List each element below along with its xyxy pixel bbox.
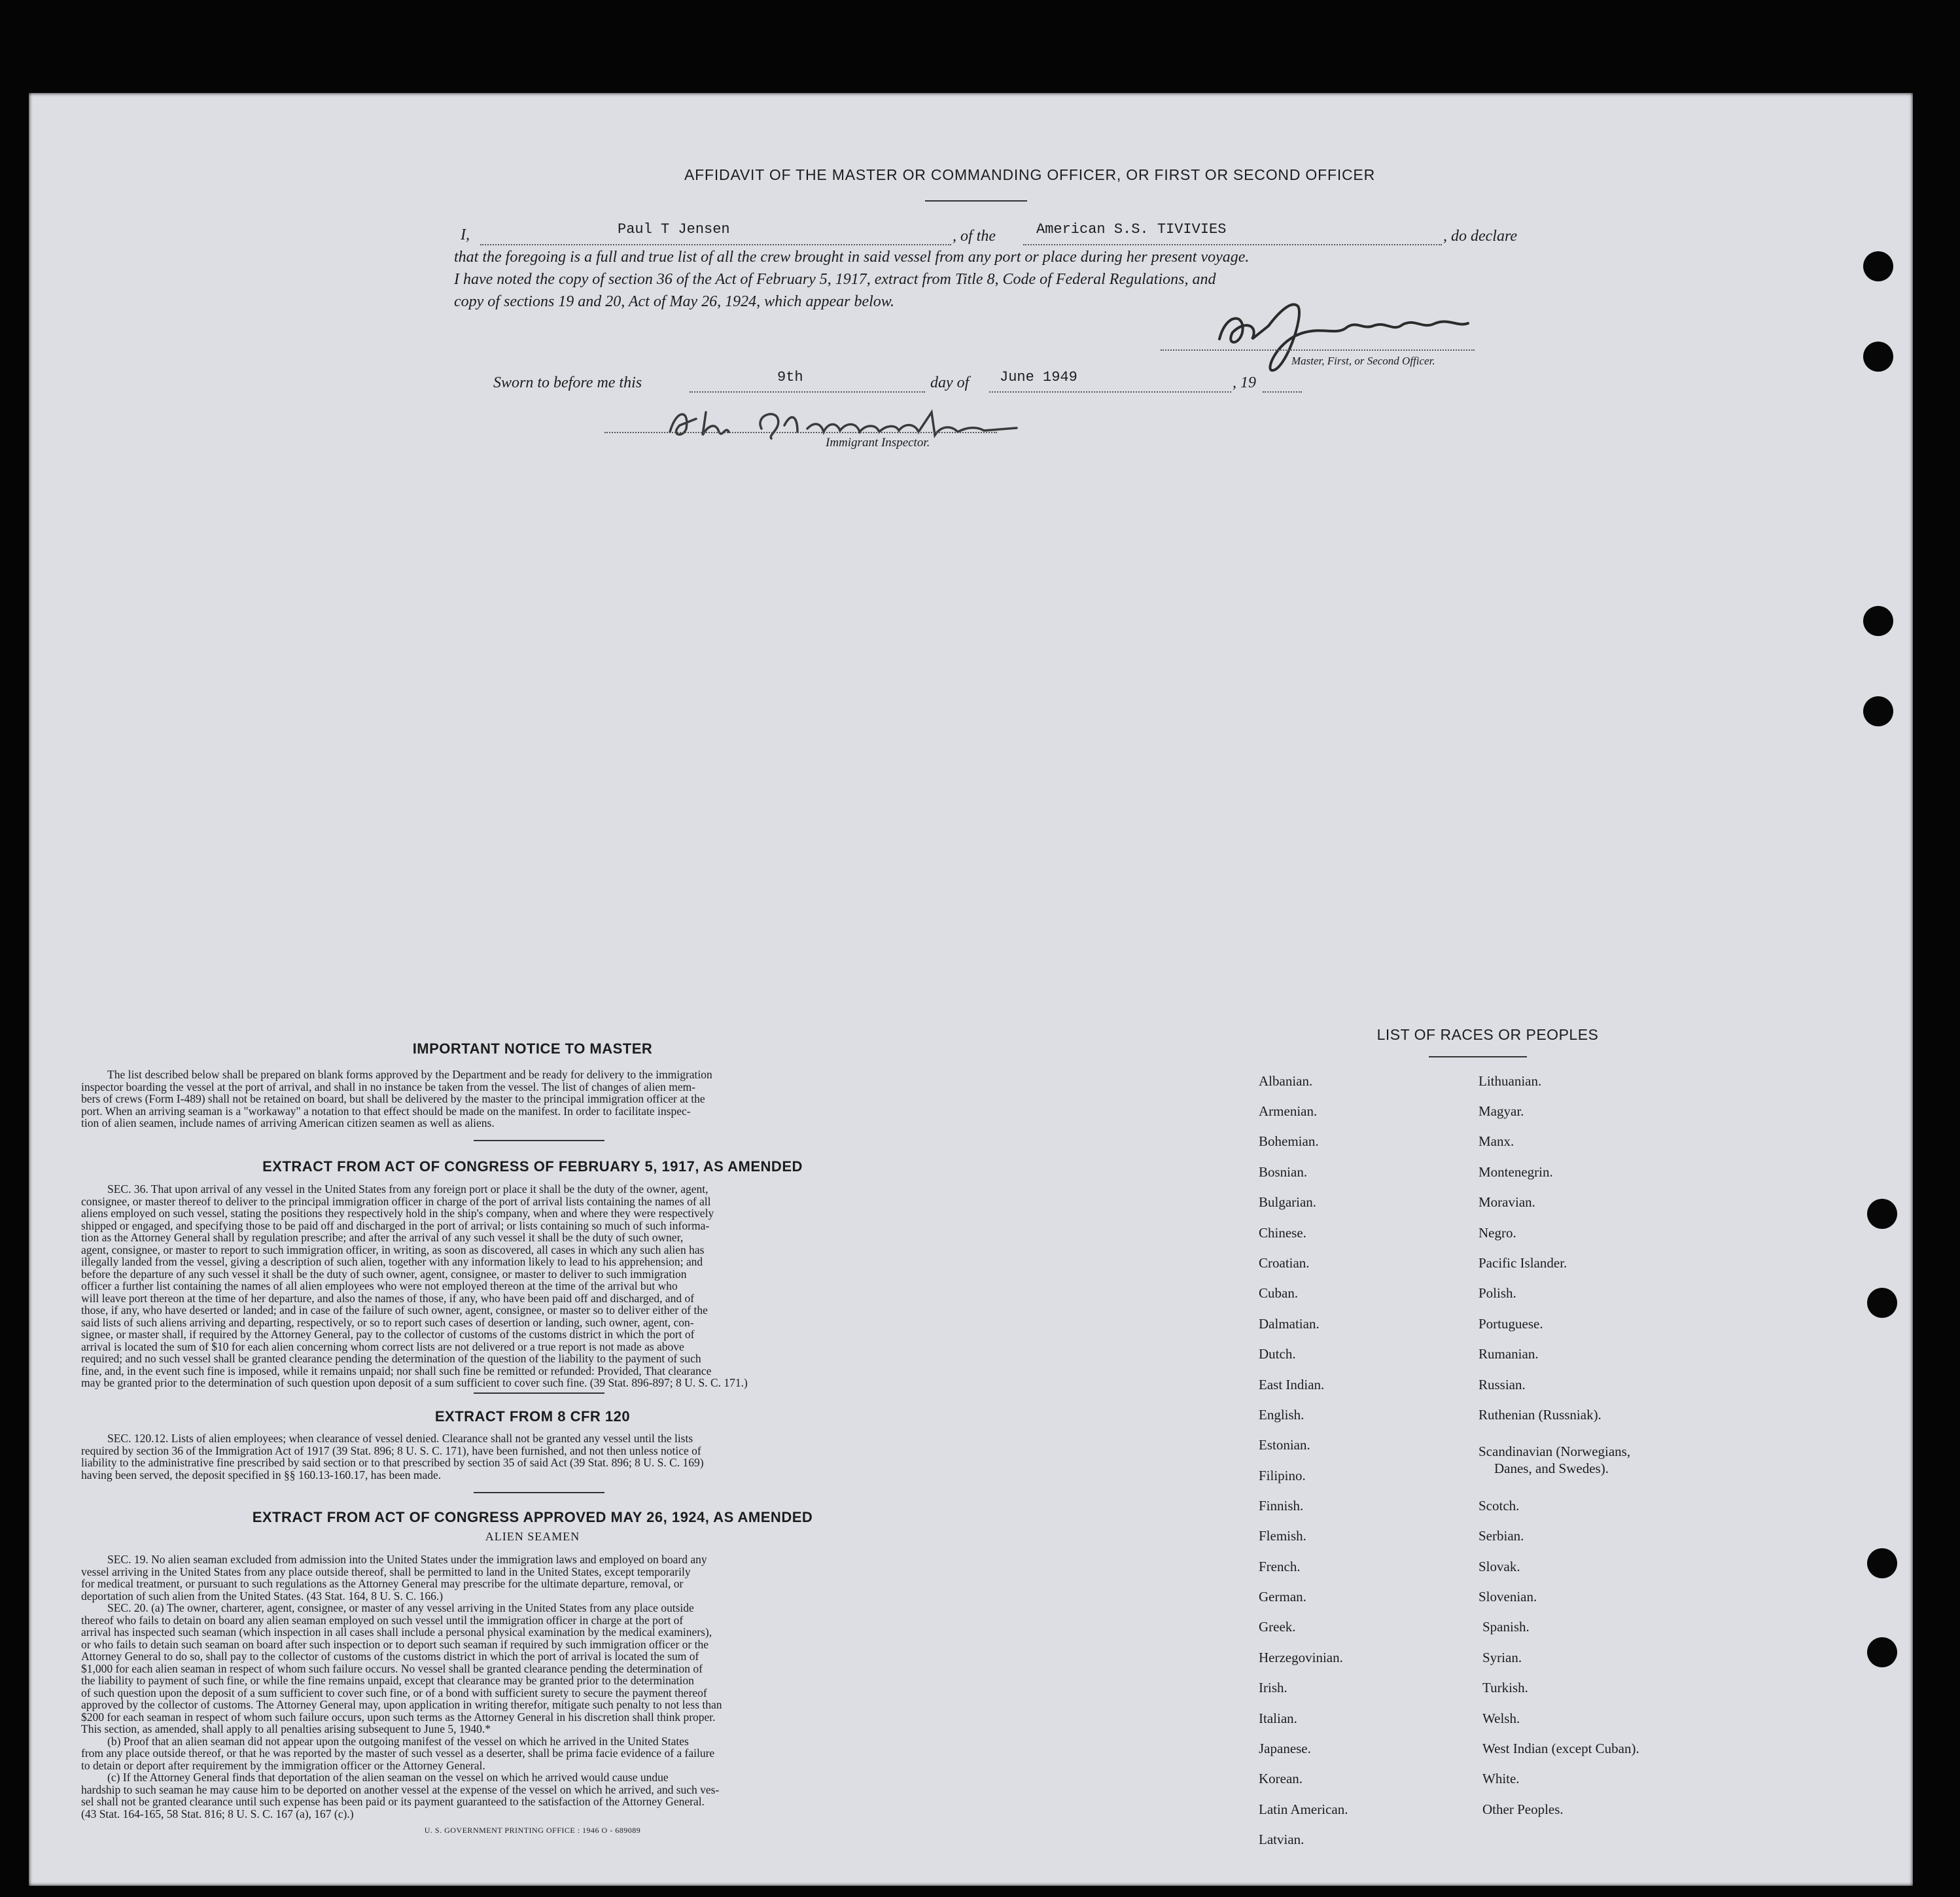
race-item: Herzegovinian.: [1259, 1650, 1343, 1665]
extract-cfr-line: SEC. 120.12. Lists of alien employees; when clearance of vessel denied. Clearance shall not be granted any vessel until the lists: [107, 1432, 693, 1445]
extract-cfr-line: required by section 36 of the Immigration Act of 1917 (39 Stat. 896; 8 U. S. C. 171), have been furnished, and not then unless notice of: [81, 1444, 701, 1457]
extract-1917-line: before the departure of any such vessel it shall be the duty of such owner, agent, consignee, or master to deliver to such immigration: [81, 1267, 687, 1281]
extract-1917-line: will leave port thereon at the time of her departure, and also the names of those, if any, who have been paid off and discharged, and of: [81, 1291, 695, 1305]
sworn-day-field[interactable]: 9th: [777, 369, 803, 385]
sworn-label: Sworn to before me this: [493, 374, 642, 391]
affidavit-i-label: I,: [461, 226, 470, 243]
year-label: , 19: [1233, 374, 1256, 391]
extract-1924-line: $1,000 for each alien seaman in respect of whom such failure occurs. No vessel shall be granted clearance pending the determination of: [81, 1661, 703, 1675]
race-item: German.: [1259, 1589, 1306, 1604]
divider-rule: [474, 1140, 604, 1141]
race-item: Montenegrin.: [1479, 1164, 1553, 1180]
affidavit-title-rule: [925, 200, 1027, 202]
extract-1924-line: deportation of such alien from the United States. (43 Stat. 164, 8 U. S. C. 166.): [81, 1589, 444, 1603]
punch-hole: [1863, 696, 1893, 726]
extract-1924-line: for medical treatment, or pursuant to such regulations as the Attorney General may prescribe for the ultimate departure, removal, or: [81, 1577, 684, 1590]
race-item: Magyar.: [1479, 1103, 1524, 1119]
sworn-month-line: [989, 391, 1231, 393]
race-item: Italian.: [1259, 1711, 1297, 1726]
extract-1917-line: officer a further list containing the names of all alien employees who were not employed thereon at the time of the arrival but who: [81, 1279, 678, 1292]
extract-1917-line: consignee, or master thereof to deliver to the principal immigration officer in charge of the port of arrival lists containing the names of all: [81, 1194, 711, 1208]
inspector-signature-line: [604, 432, 997, 433]
race-item: Other Peoples.: [1482, 1801, 1564, 1817]
extract-cfr-body: [81, 1432, 984, 1481]
extract-1917-line: SEC. 36. That upon arrival of any vessel in the United States from any foreign port or place it shall be the duty of the owner, agent,: [107, 1182, 709, 1196]
extract-1917-line: required; and no such vessel shall be granted clearance pending the determination of the question of the liability to the payment of such: [81, 1352, 701, 1365]
race-item: Bosnian.: [1259, 1164, 1308, 1180]
notice-line: The list described below shall be prepared on blank forms approved by the Department and be ready for delivery to the immigration: [107, 1068, 712, 1081]
master-name-field[interactable]: Paul T Jensen: [618, 221, 730, 238]
vessel-name-field[interactable]: American S.S. TIVIVIES: [1036, 221, 1227, 238]
race-item: West Indian (except Cuban).: [1482, 1741, 1639, 1756]
race-item: Irish.: [1259, 1680, 1287, 1695]
races-title-rule: [1429, 1056, 1527, 1057]
punch-hole: [1863, 342, 1893, 372]
extract-1924-line: SEC. 19. No alien seaman excluded from admission into the United States under the immigration laws and employed on board any: [107, 1553, 707, 1566]
extract-cfr-line: liability to the administrative fine prescribed by said section or to that prescribed by section 35 of said Act (39 Stat. 896; 8 U. S. C. 169): [81, 1456, 704, 1469]
inspector-caption: Immigrant Inspector.: [826, 436, 930, 450]
extract-1917-line: shipped or engaged, and specifying those to be paid off and discharged in the port of arrival; or lists containing so much of such informa-: [81, 1218, 710, 1232]
sworn-month-field[interactable]: June 1949: [1000, 369, 1077, 385]
race-item: Russian.: [1479, 1377, 1526, 1392]
document-page: [29, 93, 1913, 1886]
extract-1917-line: signee, or master shall, if required by the Attorney General, pay to the collector of customs of the customs district in which the port of: [81, 1328, 695, 1341]
extract-1917-line: agent, consignee, or master to report to such immigration officer, in writing, as soon as discovered, all cases in which any such alien has: [81, 1243, 705, 1256]
race-item: Pacific Islander.: [1479, 1255, 1567, 1271]
race-item: Polish.: [1479, 1285, 1516, 1301]
affidavit-body-line-2: I have noted the copy of section 36 of the Act of February 5, 1917, extract from Title 8, Code of Federal Regulations, and: [454, 271, 1216, 288]
race-item: Rumanian.: [1479, 1346, 1539, 1362]
affidavit-body-line-1: that the foregoing is a full and true list of all the crew brought in said vessel from any port or place during her present voyage.: [454, 249, 1250, 266]
race-item: Manx.: [1479, 1133, 1514, 1149]
extract-1917-line: tion as the Attorney General shall by regulation prescribe; and after the arrival of any such vessel it shall be the duty of such owner,: [81, 1231, 684, 1244]
master-signature-line: [1161, 349, 1475, 351]
punch-hole: [1867, 1548, 1897, 1578]
notice-body: [81, 1069, 984, 1129]
race-item: Portuguese.: [1479, 1316, 1543, 1332]
extract-1924-line: (b) Proof that an alien seaman did not appear upon the outgoing manifest of the vessel on which he arrived in the United States: [107, 1734, 689, 1748]
extract-1924-line: This section, as amended, shall apply to all penalties arising subsequent to June 5, 1940.*: [81, 1722, 491, 1735]
extract-1924-line: (c) If the Attorney General finds that deportation of the alien seaman on the vessel on which he arrived would cause undue: [107, 1771, 669, 1784]
punch-hole: [1867, 1637, 1897, 1667]
race-item: Bulgarian.: [1259, 1194, 1317, 1210]
race-item: Latvian.: [1259, 1832, 1304, 1847]
race-item: Greek.: [1259, 1619, 1296, 1635]
extract-1917-title: EXTRACT FROM ACT OF CONGRESS OF FEBRUARY 5, 1917, AS AMENDED: [262, 1158, 803, 1175]
extract-1917-line: illegally landed from the vessel, giving a description of such alien, together with any information likely to lead to his apprehension; and: [81, 1255, 703, 1268]
race-item: Filipino.: [1259, 1468, 1306, 1483]
race-item: Negro.: [1479, 1225, 1516, 1241]
punch-hole: [1867, 1199, 1897, 1229]
divider-rule: [474, 1392, 604, 1394]
race-item: Korean.: [1259, 1771, 1303, 1786]
race-item: Dutch.: [1259, 1346, 1296, 1362]
race-item: Slovenian.: [1479, 1589, 1537, 1604]
race-item: Welsh.: [1482, 1711, 1520, 1726]
extract-1924-line: SEC. 20. (a) The owner, charterer, agent, consignee, or master of any vessel arriving in the United States from any place outside: [107, 1601, 694, 1614]
race-item: Bohemian.: [1259, 1133, 1319, 1149]
race-item: Ruthenian (Russniak).: [1479, 1407, 1601, 1423]
extract-1924-line: or who fails to detain such seaman on board after such inspection or to deport such seaman if required by such immigration officer or the: [81, 1637, 709, 1651]
notice-line: port. When an arriving seaman is a "workaway" a notation to that effect should be made on the manifest. In order to facilitate inspec-: [81, 1104, 691, 1118]
race-item: Lithuanian.: [1479, 1073, 1542, 1089]
extract-1924-line: the liability to payment of such fine, or while the fine remains unpaid, except that clearance may be granted prior to the determination: [81, 1674, 694, 1687]
extract-1924-line: approved by the collector of customs. The Attorney General may, upon application in writing therefor, mitigate such penalty to not less than: [81, 1698, 722, 1711]
punch-hole: [1863, 606, 1893, 636]
extract-1924-line: thereof who fails to detain on board any alien seaman employed on such vessel until the immigration officer in charge at the port of: [81, 1613, 684, 1627]
extract-1924-line: from any place outside thereof, or that he was reported by the master of such vessel as a deserter, shall be prima facie evidence of a failure: [81, 1746, 715, 1760]
extract-1917-line: those, if any, who have deserted or landed; and in case of the failure of such owner, agent, consignee, or master so to deliver either of the: [81, 1303, 708, 1317]
race-item: Scotch.: [1479, 1498, 1520, 1514]
extract-1917-line: said lists of such aliens arriving and departing, respectively, or so to report such cases of desertion or landing, such owner, agent, con-: [81, 1315, 694, 1329]
affidavit-title: AFFIDAVIT OF THE MASTER OR COMMANDING OFFICER, OR FIRST OR SECOND OFFICER: [684, 166, 1375, 183]
race-item: Scandinavian (Norwegians,: [1479, 1444, 1631, 1459]
race-item: Japanese.: [1259, 1741, 1311, 1756]
do-declare-label: , do declare: [1443, 228, 1518, 245]
punch-hole: [1867, 1288, 1897, 1318]
name-line: [480, 244, 951, 245]
extract-1917-line: may be granted prior to the determination of such question upon deposit of a sum sufficient to cover such fine. (39 Stat. 896-897; 8 U. S. C. 171.): [81, 1376, 748, 1389]
race-item: French.: [1259, 1559, 1301, 1574]
extract-1924-line: arrival has inspected such seaman (which inspection in all cases shall include a personal physical examination by the medical examiners),: [81, 1625, 712, 1639]
punch-hole: [1863, 251, 1893, 281]
extract-1917-line: aliens employed on such vessel, stating the positions they respectively hold in the ship's company, when and where they were respectively: [81, 1207, 714, 1220]
extract-1924-line: sel shall not be granted clearance until such expense has been paid or its payment guaranteed to the satisfaction of the Attorney General.: [81, 1795, 705, 1808]
race-item: Slovak.: [1479, 1559, 1520, 1574]
race-item: Albanian.: [1259, 1073, 1313, 1089]
extract-1924-line: $200 for each seaman in respect of whom such failure occurs, upon such terms as the Attorney General in his discretion shall think proper.: [81, 1710, 716, 1724]
master-caption: Master, First, or Second Officer.: [1291, 355, 1435, 367]
races-title: LIST OF RACES OR PEOPLES: [1376, 1026, 1599, 1043]
extract-1924-body: [81, 1553, 984, 1820]
extract-1924-line: of such question upon the deposit of a sum sufficient to cover such fine, or of a bond with sufficient surety to secure the payment thereof: [81, 1686, 707, 1699]
notice-line: bers of crews (Form I-489) shall not be retained on board, but shall be delivered by the master to the principal immigration officer at the: [81, 1092, 705, 1105]
extract-1924-line: to detain or deport after requirement by the immigration officer or the Attorney General.: [81, 1758, 485, 1772]
of-the-label: , of the: [953, 228, 996, 245]
race-item: Flemish.: [1259, 1528, 1306, 1544]
divider-rule: [474, 1492, 604, 1493]
race-item: Armenian.: [1259, 1103, 1318, 1119]
race-item: Turkish.: [1482, 1680, 1528, 1695]
race-item: White.: [1482, 1771, 1520, 1786]
race-item: Serbian.: [1479, 1528, 1524, 1544]
extract-1917-line: arrival is located the sum of $10 for each alien concerning whom correct lists are not delivered or a true report is not made as above: [81, 1339, 684, 1353]
race-item: Moravian.: [1479, 1194, 1535, 1210]
race-item: Dalmatian.: [1259, 1316, 1320, 1332]
race-item: Estonian.: [1259, 1437, 1310, 1453]
race-item: Danes, and Swedes).: [1494, 1461, 1609, 1476]
race-item: Finnish.: [1259, 1498, 1304, 1514]
race-item: Cuban.: [1259, 1285, 1299, 1301]
extract-1917-line: fine, and, in the event such fine is imposed, while it remains unpaid; nor shall such fine be remitted or refunded: Provided, That clearance: [81, 1364, 712, 1377]
notice-line: inspector boarding the vessel at the port of arrival, and shall in no instance be taken from the vessel. The list of changes of alien mem-: [81, 1080, 696, 1093]
race-item: Chinese.: [1259, 1225, 1306, 1241]
sworn-day-line: [690, 391, 925, 393]
affidavit-body-line-3: copy of sections 19 and 20, Act of May 26, 1924, which appear below.: [454, 293, 895, 310]
race-item: Syrian.: [1482, 1650, 1522, 1665]
printing-office-imprint: U. S. GOVERNMENT PRINTING OFFICE : 1946 O - 689089: [424, 1826, 641, 1835]
extract-cfr-line: having been served, the deposit specified in §§ 160.13-160.17, has been made.: [81, 1468, 442, 1481]
day-of-label: day of: [930, 374, 970, 391]
extract-1924-line: vessel arriving in the United States from any place outside thereof, shall be permitted to land in the United States, except temporarily: [81, 1565, 691, 1578]
vessel-line: [1023, 244, 1442, 245]
race-item: East Indian.: [1259, 1377, 1325, 1392]
extract-1924-title: EXTRACT FROM ACT OF CONGRESS APPROVED MAY 26, 1924, AS AMENDED: [252, 1509, 813, 1525]
extract-1924-line: hardship to such seaman he may cause him to be deported on another vessel at the expense of the vessel on which he arrived, and such ves-: [81, 1782, 720, 1796]
race-item: Spanish.: [1482, 1619, 1530, 1635]
notice-title: IMPORTANT NOTICE TO MASTER: [412, 1040, 653, 1057]
extract-1917-body: [81, 1183, 984, 1389]
sworn-year-line: [1263, 391, 1302, 393]
race-item: Latin American.: [1259, 1801, 1348, 1817]
extract-1924-subtitle: ALIEN SEAMEN: [485, 1530, 580, 1543]
extract-cfr-title: EXTRACT FROM 8 CFR 120: [434, 1408, 631, 1425]
notice-line: tion of alien seamen, include names of arriving American citizen seamen as well as aliens.: [81, 1116, 495, 1129]
race-item: Croatian.: [1259, 1255, 1310, 1271]
extract-1924-line: (43 Stat. 164-165, 58 Stat. 816; 8 U. S. C. 167 (a), 167 (c).): [81, 1807, 354, 1820]
extract-1924-line: Attorney General to do so, shall pay to the collector of customs of the customs district in which the port of arrival is located the sum of: [81, 1650, 699, 1663]
race-item: English.: [1259, 1407, 1304, 1423]
